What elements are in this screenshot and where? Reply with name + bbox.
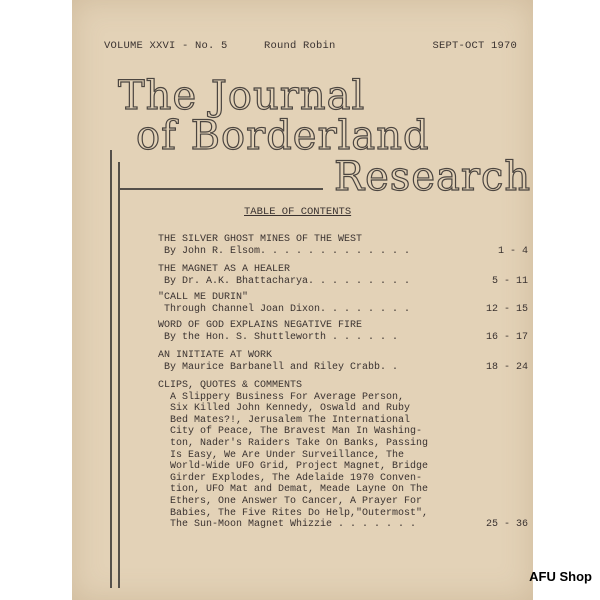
entry-title: THE SILVER GHOST MINES OF THE WEST [158, 234, 363, 245]
vertical-rule-outer [110, 150, 112, 588]
entry-title: "CALL ME DURIN" [158, 292, 249, 303]
entry-byline: By Maurice Barbanell and Riley Crabb. . [164, 361, 399, 373]
entry-pages: 16 - 17 [485, 331, 528, 343]
document-page [72, 0, 533, 600]
toc-heading: TABLE OF CONTENTS [244, 206, 352, 218]
entry-byline: Through Channel Joan Dixon. . . . . . . . [164, 303, 411, 315]
journal-title-line-1: The Journal [118, 73, 366, 119]
entry-byline: By Dr. A.K. Bhattacharya. . . . . . . . . [164, 275, 411, 287]
entry-pages: 1 - 4 [497, 245, 528, 257]
journal-title-line-2: of Borderland [136, 113, 430, 159]
entry-title: WORD OF GOD EXPLAINS NEGATIVE FIRE [158, 320, 363, 331]
clips-line: ton, Nader's Raiders Take On Banks, Passing [170, 437, 429, 449]
entry-title: AN INITIATE AT WORK [158, 350, 273, 361]
clips-line: The Sun-Moon Magnet Whizzie . . . . . . . [170, 519, 417, 531]
toc-entry [158, 234, 528, 257]
entry-byline: By John R. Elsom. . . . . . . . . . . . . [164, 245, 411, 257]
toc-entry [158, 350, 528, 373]
journal-title-line-3: Research [334, 154, 532, 200]
clips-line: Six Killed John Kennedy, Oswald and Ruby [170, 403, 411, 415]
clips-line: Girder Explodes, The Adelaide 1970 Conven- [170, 472, 423, 484]
entry-title: CLIPS, QUOTES & COMMENTS [158, 380, 303, 391]
toc-entry [158, 292, 528, 315]
clips-line: City of Peace, The Bravest Man In Washing- [170, 426, 423, 438]
entry-pages: 25 - 36 [485, 519, 528, 530]
toc-entry [158, 320, 528, 343]
clips-line: World-Wide UFO Grid, Project Magnet, Bridge [170, 461, 429, 473]
section-name: Round Robin [264, 40, 336, 52]
clips-line: Babies, The Five Rites Do Help,"Outermost", [170, 507, 429, 519]
toc-entry-clips [158, 380, 528, 531]
entry-pages: 5 - 11 [491, 275, 528, 287]
entry-pages: 18 - 24 [485, 361, 528, 373]
entry-title: THE MAGNET AS A HEALER [158, 264, 291, 275]
vertical-rule-inner [118, 162, 120, 588]
clips-line: A Slippery Business For Average Person, [170, 391, 405, 403]
horizontal-rule [118, 188, 323, 190]
entry-pages: 12 - 15 [485, 303, 528, 315]
clips-list [158, 392, 528, 531]
clips-line: Bed Mates?!, Jerusalem The International [170, 414, 411, 426]
shop-watermark: AFU Shop [529, 569, 592, 584]
issue-date: SEPT-OCT 1970 [432, 40, 517, 52]
clips-line: Is Easy, We Are Under Surveillance, The [170, 449, 405, 461]
clips-line: Ethers, One Answer To Cancer, A Prayer For [170, 495, 423, 507]
entry-byline: By the Hon. S. Shuttleworth . . . . . . [164, 331, 399, 343]
volume-number: VOLUME XXVI - No. 5 [104, 40, 228, 52]
toc-entry [158, 264, 528, 287]
clips-line: tion, UFO Mat and Demat, Meade Layne On The [170, 484, 429, 496]
